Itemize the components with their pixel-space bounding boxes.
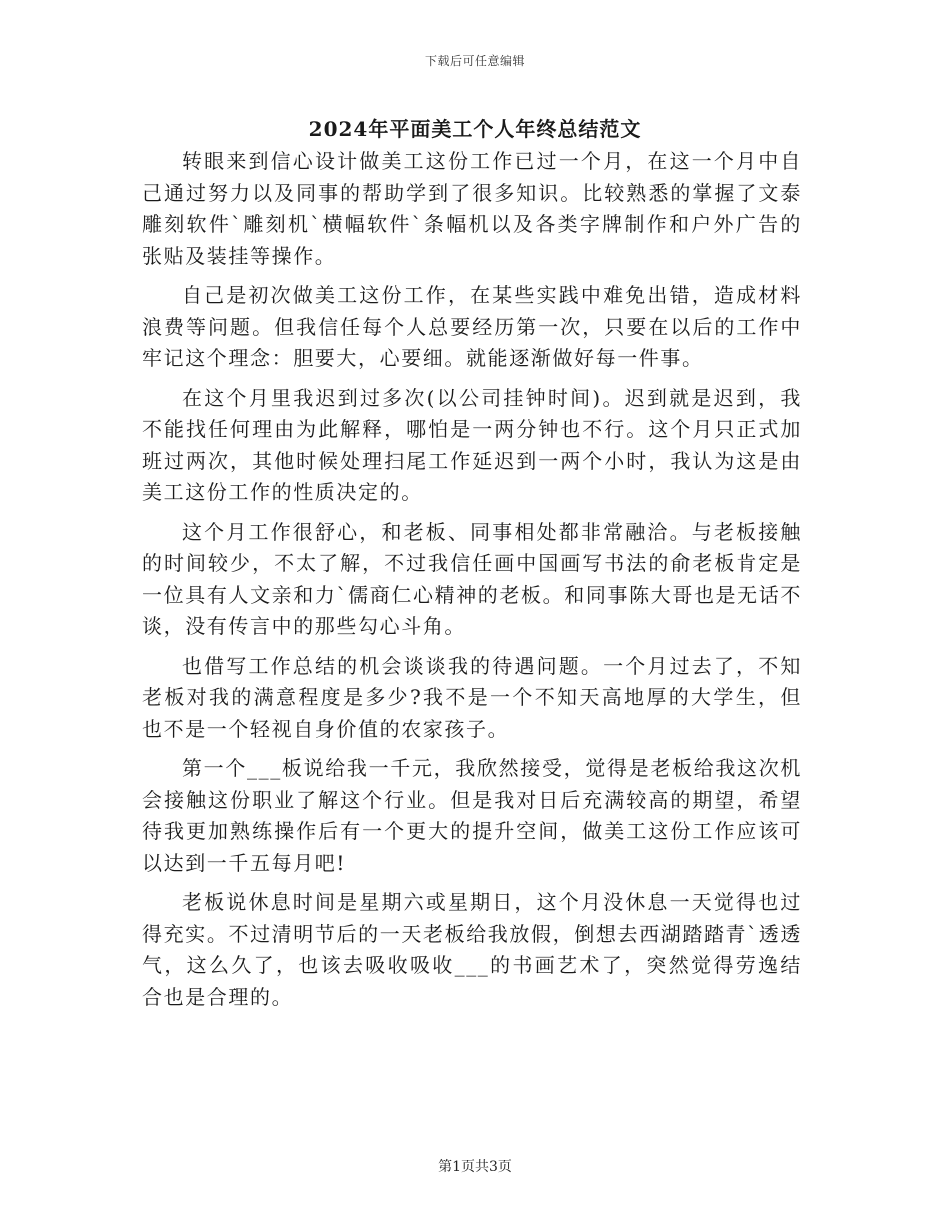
- document-body: [142, 146, 802, 1021]
- paragraph-5: 也借写工作总结的机会谈谈我的待遇问题。一个月过去了，不知老板对我的满意程度是多少?我不是一个不知天高地厚的大学生，但也不是一个轻视自身价值的农家孩子。: [142, 653, 802, 741]
- paragraph-4: 这个月工作很舒心，和老板、同事相处都非常融洽。与老板接触的时间较少，不太了解，不过我信任画中国画写书法的俞老板肯定是一位具有人文亲和力`儒商仁心精神的老板。和同事陈大哥也是无话不谈，没有传言中的那些勾心斗角。: [142, 519, 802, 638]
- paragraph-3: 在这个月里我迟到过多次(以公司挂钟时间)。迟到就是迟到，我不能找任何理由为此解释，哪怕是一两分钟也不行。这个月只正式加班过两次，其他时候处理扫尾工作延迟到一两个小时，我认为这是由美工这份工作的性质决定的。: [142, 385, 802, 504]
- document-title: 2024年平面美工个人年终总结范文: [308, 117, 642, 141]
- paragraph-2: 自己是初次做美工这份工作，在某些实践中难免出错，造成材料浪费等问题。但我信任每个人总要经历第一次，只要在以后的工作中牢记这个理念：胆要大，心要细。就能逐渐做好每一件事。: [142, 283, 802, 370]
- paragraph-1: 转眼来到信心设计做美工这份工作已过一个月，在这一个月中自己通过努力以及同事的帮助学到了很多知识。比较熟悉的掌握了文泰雕刻软件`雕刻机`横幅软件`条幅机以及各类字牌制作和户外广告的张贴及装挂等操作。: [142, 149, 802, 268]
- page-number-footer: 第1页共3页: [438, 1159, 512, 1175]
- header-note: 下载后可任意编辑: [424, 54, 525, 68]
- paragraph-6: 第一个___板说给我一千元，我欣然接受，觉得是老板给我这次机会接触这份职业了解这个行业。但是我对日后充满较高的期望，希望待我更加熟练操作后有一个更大的提升空间，做美工这份工作应该可以达到一千五每月吧!: [142, 756, 802, 875]
- paragraph-7: 老板说休息时间是星期六或星期日，这个月没休息一天觉得也过得充实。不过清明节后的一天老板给我放假，倒想去西湖踏踏青`透透气，这么久了，也该去吸收吸收___的书画艺术了，突然觉得劳逸结合也是合理的。: [142, 890, 802, 1009]
